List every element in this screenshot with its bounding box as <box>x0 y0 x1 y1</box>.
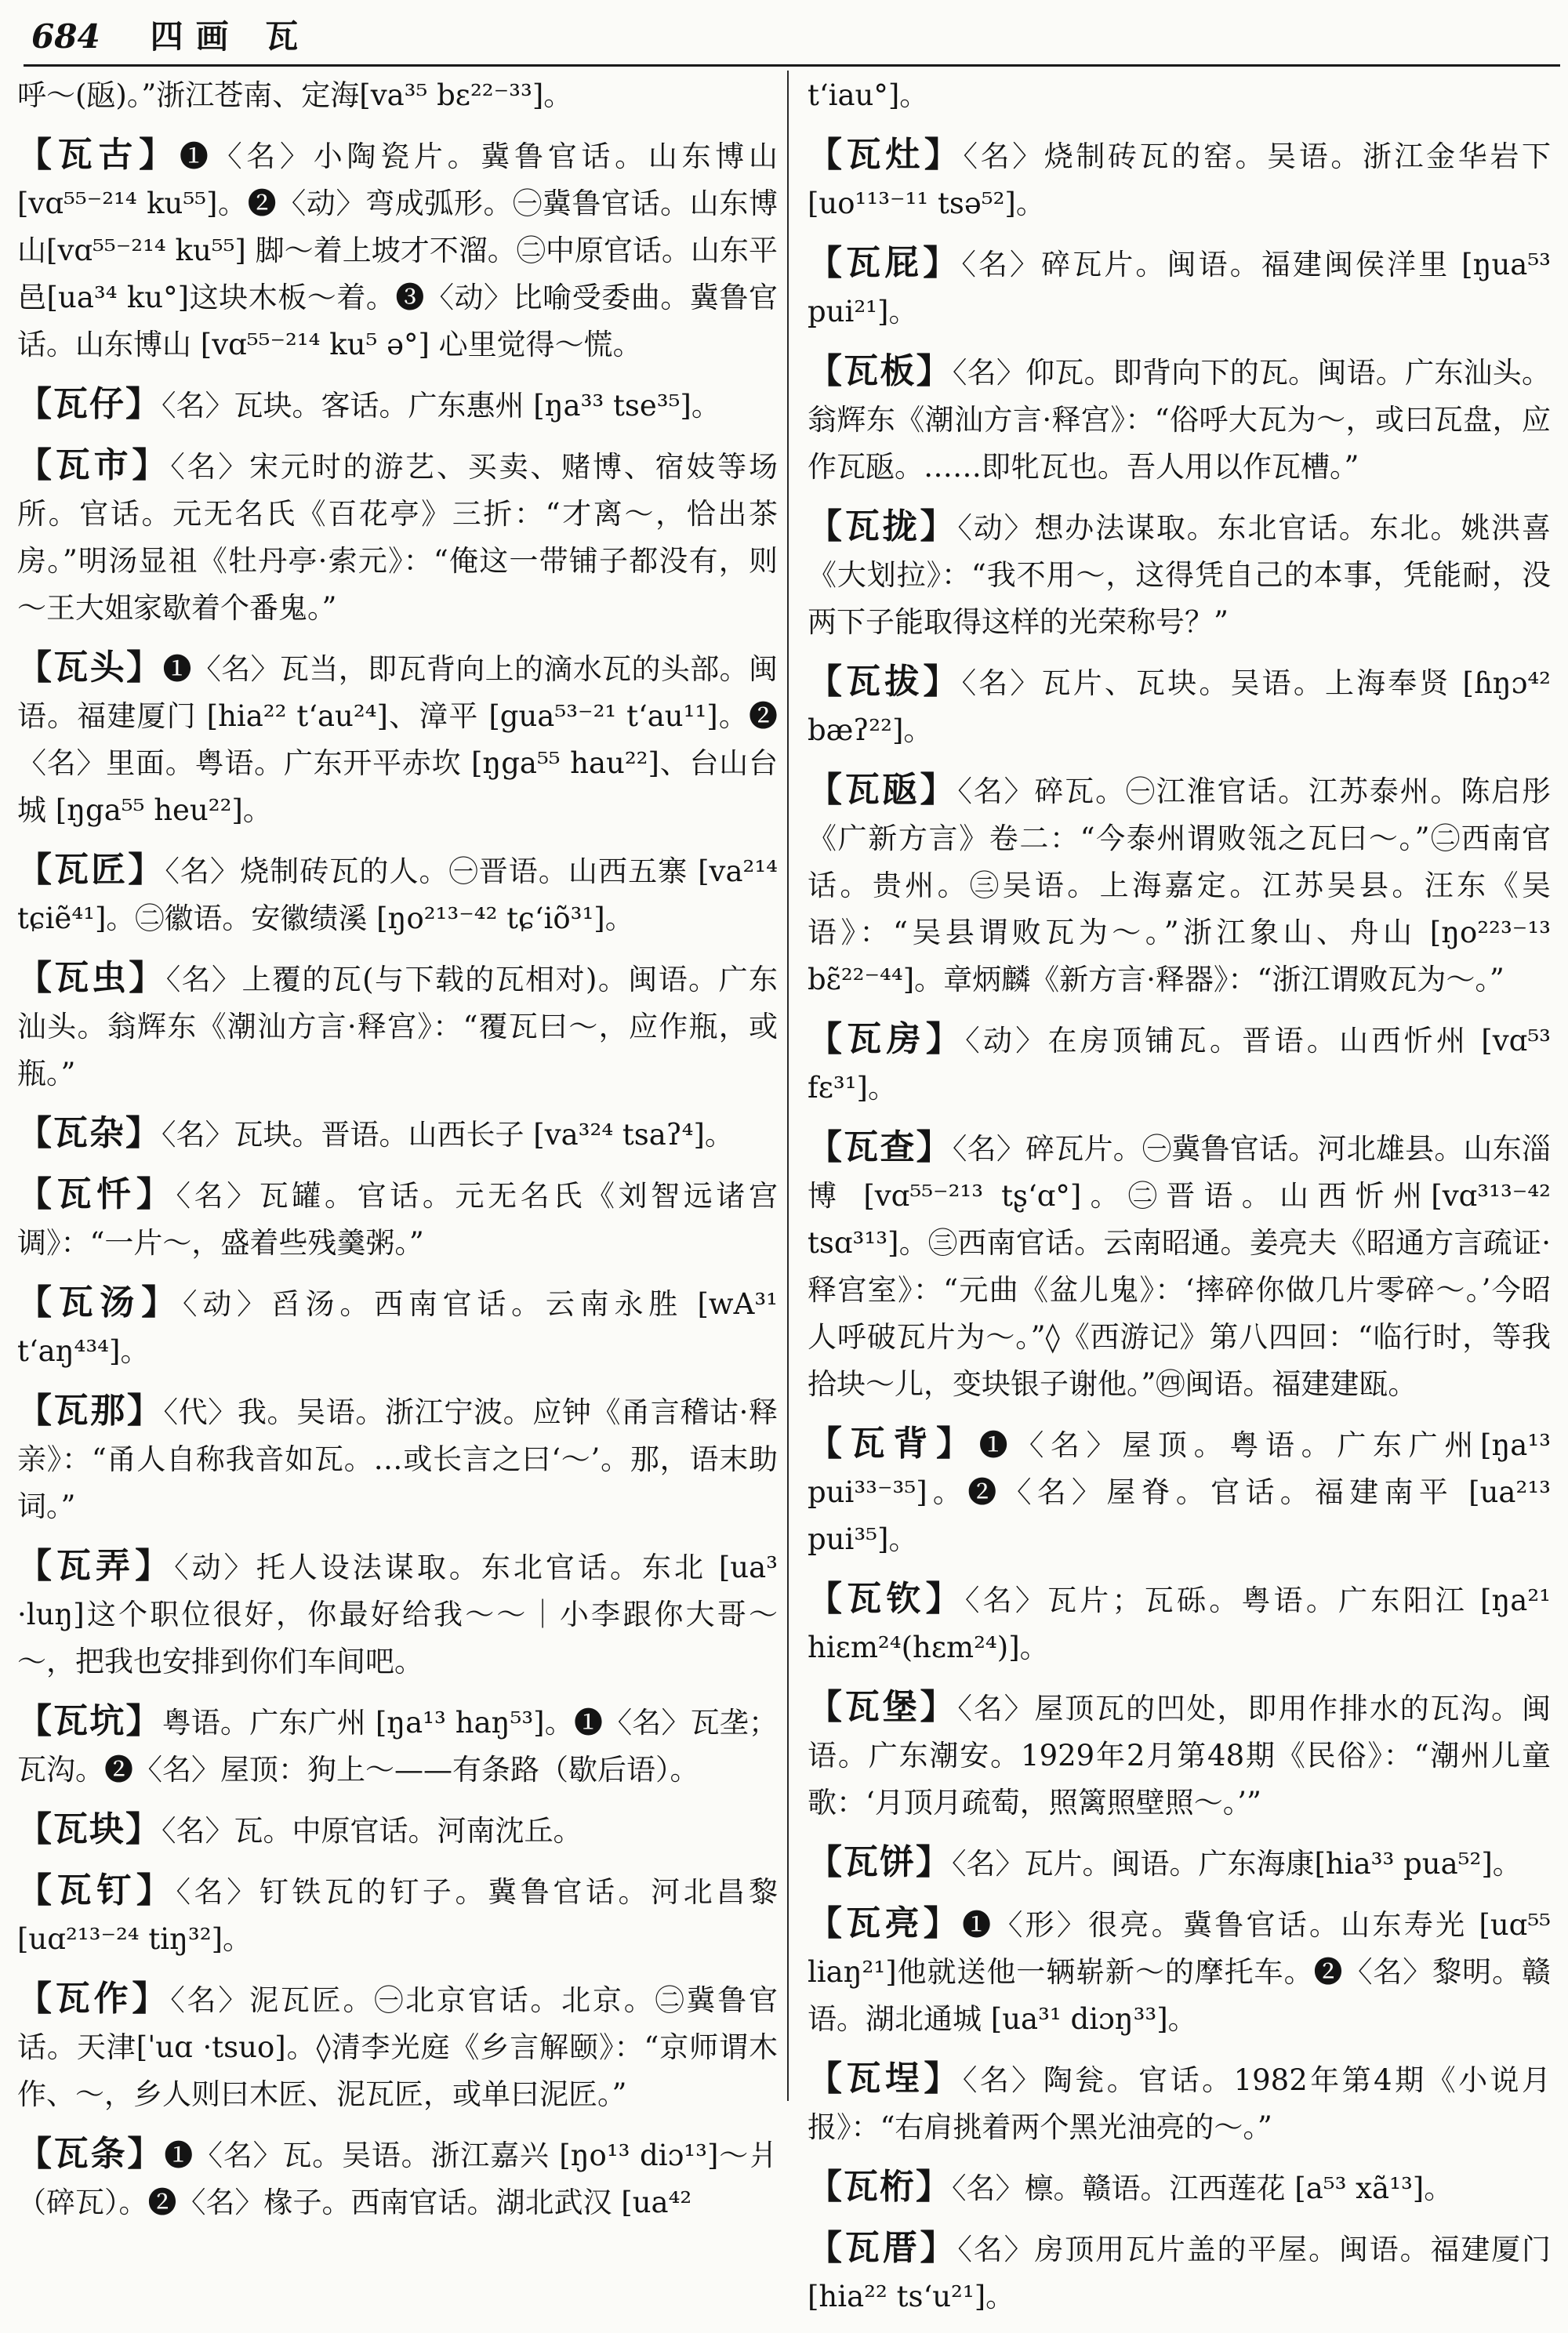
dictionary-entry <box>17 1698 778 1794</box>
entry-headword: 【瓦钉】 <box>17 1870 176 1910</box>
entry-headword: 【瓦饼】 <box>808 1842 952 1882</box>
entry-definition: 〈名〉房顶用瓦片盖的平屋。闽语。福建厦门 [hia²² ts‘u²¹]。 <box>808 2233 1552 2313</box>
dictionary-entry <box>808 2225 1551 2320</box>
page-header <box>31 11 310 58</box>
dictionary-entry <box>17 1279 778 1375</box>
entry-headword: 【瓦杂】 <box>17 1113 162 1153</box>
entry-definition: 粤语。广东广州 [ŋa¹³ haŋ⁵³]。❶〈名〉瓦垄；瓦沟。❷〈名〉屋顶：狗上～——有条路（歇后语）。 <box>17 1706 778 1787</box>
entry-definition: ❶〈名〉瓦当，即瓦背向上的滴水瓦的头部。闽语。福建厦门 [hia²² t‘au²⁴]、漳平 [gua⁵³⁻²¹ t‘au¹¹]。❷〈名〉里面。粤语。广东开平赤坎 [ŋga⁵⁵ hau²²]、台山台城 [ŋga⁵⁵ heu²²]。 <box>17 652 778 827</box>
dictionary-entry <box>17 1171 778 1267</box>
entry-definition: 〈名〉烧制砖瓦的人。㊀晋语。山西五寨 [va²¹⁴ tɕiẽ⁴¹]。㊁徽语。安徽绩溪 [ŋo²¹³⁻⁴² tɕ‘iõ³¹]。 <box>17 854 779 935</box>
entry-definition: 〈名〉檩。赣语。江西莲花 [a⁵³ xã¹³]。 <box>952 2172 1454 2205</box>
right-column <box>808 72 1551 2333</box>
entry-headword: 【瓦忏】 <box>17 1174 176 1214</box>
entry-definition: 〈名〉碎瓦片。闽语。福建闽侯洋里 [ŋua⁵³ pui²¹]。 <box>808 248 1551 328</box>
dictionary-entry <box>808 2055 1551 2151</box>
entry-list <box>17 132 778 2226</box>
dictionary-entry <box>17 1543 778 1685</box>
dictionary-entry <box>17 847 778 942</box>
entry-definition: 〈名〉屋顶瓦的凹处，即用作排水的瓦沟。闽语。广东潮安。1929年2月第48期《民俗》：“潮州儿童歌：‘月顶月疏萄，照篱照壁照～。’” <box>808 1692 1552 1820</box>
entry-definition: 〈名〉瓦块。晋语。山西长子 [va³²⁴ tsaʔ⁴]。 <box>162 1118 734 1152</box>
dictionary-entry <box>808 240 1551 336</box>
entry-headword: 【瓦灶】 <box>808 135 964 175</box>
entry-definition: 〈名〉仰瓦。即背向下的瓦。闽语。广东汕头。翁辉东《潮汕方言·释宫》：“俗呼大瓦为～，或曰瓦盘，应作瓦瓪。……即牝瓦也。吾人用以作瓦槽。” <box>808 356 1552 484</box>
entry-definition: 〈名〉泥瓦匠。㊀北京官话。北京。㊁冀鲁官话。天津[ˈuɑ ·tsuo]。◊清李光庭《乡言解颐》：“京师谓木作、～，乡人则曰木匠、泥瓦匠，或单曰泥匠。” <box>17 1983 779 2111</box>
dictionary-entry <box>808 767 1551 1003</box>
entry-definition: ❶〈名〉屋顶。粤语。广东广州[ŋa¹³ pui³³⁻³⁵]。❷〈名〉屋脊。官话。福建南平 [ua²¹³ pui³⁵]。 <box>808 1428 1551 1556</box>
entry-headword: 【瓦背】 <box>808 1424 979 1464</box>
dictionary-entry <box>808 348 1551 491</box>
dictionary-entry <box>17 644 778 834</box>
continuation-text: 呼～(瓪)。”浙江苍南、定海[va³⁵ bɛ²²⁻³³]。 <box>17 78 573 112</box>
entry-definition: 〈动〉想办法谋取。东北官话。东北。姚洪喜《大划拉》：“我不用～，这得凭自己的本事，凭能耐，没两下子能取得这样的光荣称号？” <box>808 511 1552 639</box>
entry-definition: 〈名〉钉铁瓦的钉子。冀鲁官话。河北昌黎 [uɑ²¹³⁻²⁴ tiŋ³²]。 <box>17 1875 779 1956</box>
continuation-text: t‘iau°]。 <box>808 78 929 112</box>
entry-definition: 〈名〉瓦块。客话。广东惠州 [ŋa³³ tse³⁵]。 <box>162 389 720 423</box>
dictionary-entry <box>17 955 778 1098</box>
entry-headword: 【瓦作】 <box>17 1979 171 2019</box>
entry-headword: 【瓦拢】 <box>808 506 958 546</box>
entry-definition: 〈名〉上覆的瓦(与下载的瓦相对)。闽语。广东汕头。翁辉东《潮汕方言·释宫》：“覆瓦曰～，应作瓶，或瓶。” <box>17 963 778 1090</box>
entry-headword: 【瓦条】 <box>17 2134 165 2174</box>
entry-definition: 〈名〉瓦片；瓦砾。粤语。广东阳江 [ŋa²¹ hiɛm²⁴(hɛm²⁴)]。 <box>808 1584 1552 1664</box>
entry-headword: 【瓦屁】 <box>808 243 962 283</box>
dictionary-entry <box>808 1684 1551 1827</box>
entry-headword: 【瓦拔】 <box>808 662 962 702</box>
entry-headword: 【瓦查】 <box>808 1127 953 1167</box>
left-column <box>17 72 778 2239</box>
entry-definition: 〈名〉陶瓮。官话。1982年第4期《小说月报》：“右肩挑着两个黑光油亮的～。” <box>808 2063 1552 2144</box>
entry-definition: ❶〈名〉瓦。吴语。浙江嘉兴 [ŋo¹³ diɔ¹³]～爿（碎瓦）。❷〈名〉椽子。西南官话。湖北武汉 [ua⁴² <box>17 2139 779 2219</box>
dictionary-entry <box>808 1420 1551 1563</box>
entry-headword: 【瓦虫】 <box>17 958 166 998</box>
dictionary-entry <box>808 1124 1551 1408</box>
entry-headword: 【瓦仔】 <box>17 384 162 424</box>
dictionary-entry <box>17 1976 778 2118</box>
dictionary-entry <box>808 1576 1551 1671</box>
dictionary-entry <box>17 381 778 430</box>
entry-definition: 〈名〉瓦。中原官话。河南沈丘。 <box>162 1814 583 1848</box>
entry-definition: 〈动〉托人设法谋取。东北官话。东北 [ua³ ·luŋ]这个职位很好，你最好给我～～｜小李跟你大哥～～，把我也安排到你们车间吧。 <box>17 1551 778 1678</box>
entry-definition: 〈名〉宋元时的游艺、买卖、赌博、宿妓等场所。官话。元无名氏《百花亭》三折：“才离～，恰出茶房。”明汤显祖《牡丹亭·索元》：“俺这一带铺子都没有，则～王大姐家歇着个番鬼。” <box>17 450 779 625</box>
section-title: 四画 瓦 <box>150 17 311 56</box>
entry-headword: 【瓦厝】 <box>808 2228 958 2268</box>
entry-headword: 【瓦钦】 <box>808 1579 965 1619</box>
entry-headword: 【瓦坑】 <box>17 1701 162 1741</box>
entry-headword: 【瓦匠】 <box>17 850 165 890</box>
entry-definition: ❶〈名〉小陶瓷片。冀鲁官话。山东博山[vɑ⁵⁵⁻²¹⁴ ku⁵⁵]。❷〈动〉弯成弧形。㊀冀鲁官话。山东博山[vɑ⁵⁵⁻²¹⁴ ku⁵⁵] 脚～着上坡才不溜。㊁中原官话。山东平邑[ua³⁴ ku°]这块木板～着。❸〈动〉比喻受委曲。冀鲁官话。山东博山 [vɑ⁵⁵⁻²¹⁴ ku⁵ ə°] 心里觉得～慌。 <box>17 140 779 361</box>
page-number: 684 <box>31 17 100 56</box>
dictionary-entry <box>808 1900 1551 2043</box>
column-divider <box>787 71 789 2101</box>
dictionary-entry <box>808 2164 1551 2212</box>
entry-list <box>808 132 1551 2320</box>
entry-definition: 〈动〉在房顶铺瓦。晋语。山西忻州 [vɑ⁵³ fɛ³¹]。 <box>808 1024 1551 1105</box>
dictionary-entry <box>17 1388 778 1530</box>
entry-headword: 【瓦汤】 <box>17 1283 183 1323</box>
dictionary-entry <box>808 503 1551 646</box>
entry-headword: 【瓦那】 <box>17 1391 164 1431</box>
entry-definition: ❶〈形〉很亮。冀鲁官话。山东寿光 [uɑ⁵⁵ liaŋ²¹]他就送他一辆崭新～的摩托车。❷〈名〉黎明。赣语。湖北通城 [ua³¹ diɔŋ³³]。 <box>808 1908 1552 2036</box>
entry-headword: 【瓦古】 <box>17 135 180 175</box>
dictionary-entry <box>17 1110 778 1159</box>
entry-headword: 【瓦头】 <box>17 648 163 688</box>
dictionary-entry <box>17 132 778 368</box>
entry-headword: 【瓦桁】 <box>808 2167 952 2207</box>
dictionary-entry <box>17 2131 778 2226</box>
dictionary-entry <box>17 1867 778 1963</box>
dictionary-entry <box>17 442 778 632</box>
dictionary-entry <box>808 659 1551 754</box>
entry-headword: 【瓦瓪】 <box>808 770 958 810</box>
entry-definition: 〈名〉烧制砖瓦的窑。吴语。浙江金华岩下 [uo¹¹³⁻¹¹ tsə⁵²]。 <box>808 140 1552 220</box>
entry-headword: 【瓦堡】 <box>808 1687 958 1727</box>
entry-definition: 〈名〉碎瓦片。㊀冀鲁官话。河北雄县。山东淄博 [vɑ⁵⁵⁻²¹³ tʂ‘ɑ°]。㊁晋语。山西忻州[vɑ³¹³⁻⁴² tsɑ³¹³]。㊂西南官话。云南昭通。姜亮夫《昭通方言疏证·释宫室》：“元曲《盆儿鬼》：‘摔碎你做几片零碎～。’今昭人呼破瓦片为～。”◊《西游记》第八四回：“临行时，等我拾块～儿，变块银子谢他。”㊃闽语。福建建瓯。 <box>808 1132 1552 1401</box>
entry-headword: 【瓦弄】 <box>17 1546 175 1586</box>
entry-definition: 〈名〉瓦罐。官话。元无名氏《刘智远诸宫调》：“一片～，盛着些残羹粥。” <box>17 1179 779 1260</box>
entry-headword: 【瓦埕】 <box>808 2059 963 2099</box>
dictionary-entry <box>808 132 1551 227</box>
entry-definition: 〈名〉瓦片。闽语。广东海康[hia³³ pua⁵²]。 <box>952 1847 1522 1881</box>
entry-headword: 【瓦房】 <box>808 1019 966 1059</box>
entry-definition: 〈动〉舀汤。西南官话。云南永胜 [wA³¹ t‘aŋ⁴³⁴]。 <box>17 1287 778 1368</box>
dictionary-entry <box>808 1839 1551 1888</box>
dictionary-entry <box>808 1016 1551 1112</box>
header-rule <box>24 64 1560 67</box>
dictionary-entry <box>17 1806 778 1855</box>
entry-headword: 【瓦板】 <box>808 351 953 391</box>
entry-headword: 【瓦市】 <box>17 445 171 485</box>
entry-definition: 〈代〉我。吴语。浙江宁波。应钟《甬言稽诂·释亲》：“甬人自称我音如瓦。…或长言之曰‘～’。那，语末助词。” <box>17 1395 779 1523</box>
entry-definition: 〈名〉碎瓦。㊀江淮官话。江苏泰州。陈启彤《广新方言》卷二：“今泰州谓败瓴之瓦曰～。”㊁西南官话。贵州。㊂吴语。上海嘉定。江苏吴县。汪东《吴语》：“吴县谓败瓦为～。”浙江象山、舟山 [ŋo²²³⁻¹³ bɛ̃²²⁻⁴⁴]。章炳麟《新方言·释器》：“浙江谓败瓦为～。” <box>808 775 1552 996</box>
entry-headword: 【瓦亮】 <box>808 1903 963 1943</box>
entry-headword: 【瓦块】 <box>17 1809 162 1849</box>
entry-definition: 〈名〉瓦片、瓦块。吴语。上海奉贤 [ɦŋɔ⁴² bæʔ²²]。 <box>808 666 1551 747</box>
